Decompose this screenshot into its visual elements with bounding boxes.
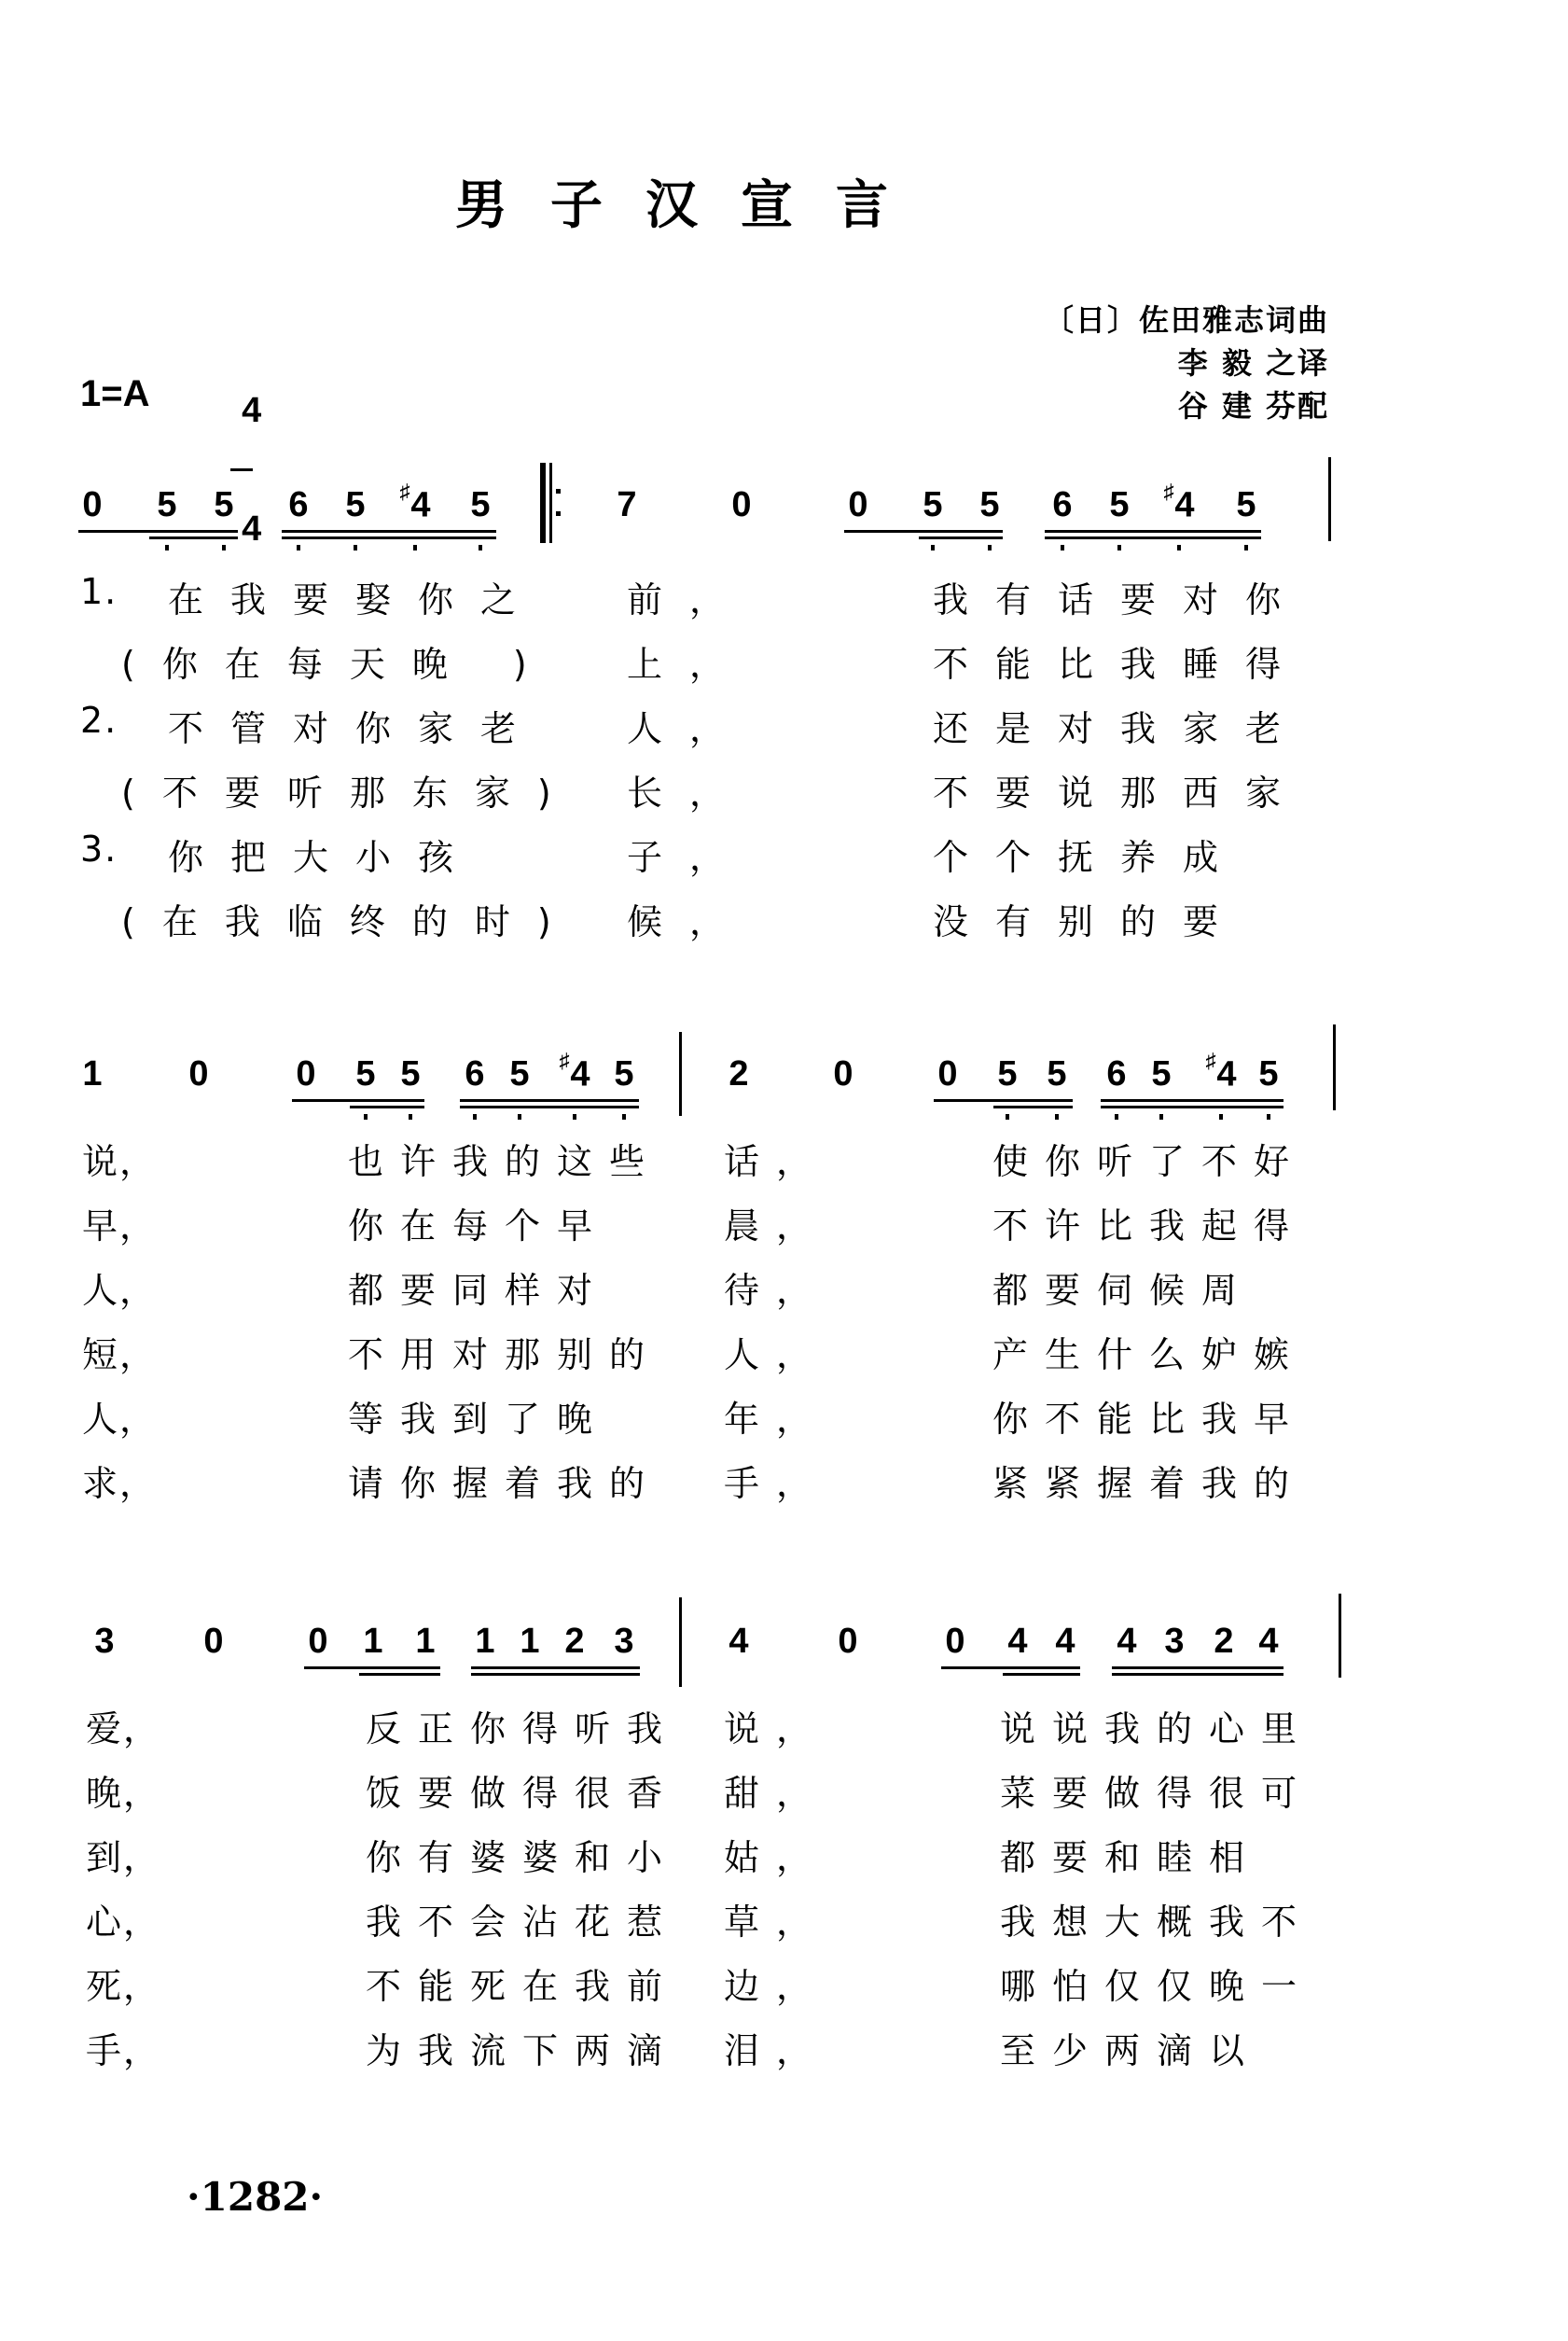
lyric-prefix: 晚，	[86, 1773, 161, 1814]
note: 0	[308, 1622, 328, 1661]
lyric-c: 没有别的要	[933, 901, 1246, 942]
sharp-sign: ♯	[399, 480, 410, 503]
note: 4	[1007, 1622, 1028, 1661]
barline	[1328, 457, 1331, 541]
note: 2	[564, 1622, 585, 1661]
octave-dot	[988, 545, 992, 550]
lyric-prefix: 3.	[80, 829, 118, 870]
barline	[679, 1032, 682, 1116]
credit-composer: 〔日〕佐田雅志词曲	[1043, 302, 1329, 338]
note: ♯4	[1205, 1049, 1237, 1094]
note: 0	[731, 485, 752, 524]
octave-dot	[1267, 1114, 1270, 1120]
beam-line	[1045, 536, 1261, 539]
lyric-a: 都要同样对	[348, 1270, 610, 1311]
repeat-dot	[556, 489, 561, 494]
note: 5	[1258, 1054, 1279, 1094]
beam-line	[934, 1099, 1073, 1102]
lyric-c: 还是对我家老	[933, 708, 1309, 749]
note: 5	[345, 485, 366, 524]
barline	[1339, 1594, 1341, 1678]
lyric-a: 你在每个早	[348, 1205, 610, 1247]
lyric-a: 也许我的这些	[348, 1141, 662, 1182]
lyric-a: 反正你得听我	[366, 1708, 680, 1749]
note: 3	[614, 1622, 634, 1661]
octave-dot	[1055, 1114, 1059, 1120]
note: 5	[614, 1054, 634, 1094]
lyric-prefix: 说，	[82, 1141, 158, 1182]
time-sig-bottom: 4	[242, 509, 262, 549]
octave-dot	[1115, 1114, 1118, 1120]
note: 0	[188, 1054, 209, 1094]
lyric-c: 我想大概我不	[1000, 1902, 1314, 1943]
lyric-b: 姑，	[724, 1837, 829, 1878]
note: 4	[1117, 1622, 1137, 1661]
note: ♯4	[399, 480, 431, 525]
octave-dot	[165, 545, 169, 550]
beam-line	[460, 1099, 639, 1102]
lyric-b: 前，	[627, 579, 753, 620]
lyric-prefix: 心，	[86, 1902, 161, 1943]
lyric-a: 不用对那别的	[348, 1334, 662, 1375]
octave-dot	[622, 1114, 626, 1120]
octave-dot	[1159, 1114, 1163, 1120]
lyric-prefix: 人，	[82, 1399, 158, 1440]
note: 5	[1047, 1054, 1067, 1094]
beam-line	[1101, 1106, 1284, 1108]
octave-dot	[409, 1114, 412, 1120]
octave-dot	[1177, 545, 1181, 550]
note: 0	[203, 1622, 224, 1661]
lyric-prefix: 早，	[82, 1205, 158, 1247]
note: 4	[728, 1622, 749, 1661]
beam-line	[1003, 1673, 1080, 1676]
sharp-sign: ♯	[559, 1049, 570, 1072]
lyric-prefix: 爱，	[86, 1708, 161, 1749]
lyric-a: (你在每天晚 )	[121, 644, 554, 685]
beam-line	[359, 1673, 440, 1676]
lyric-prefix: 求，	[82, 1463, 158, 1504]
lyric-b: 子，	[627, 837, 753, 878]
lyric-b: 候，	[627, 901, 753, 942]
lyric-b: 上，	[627, 644, 753, 685]
beam-line	[1045, 530, 1261, 533]
note: 4	[1055, 1622, 1075, 1661]
note: 0	[945, 1622, 965, 1661]
note: 3	[94, 1622, 115, 1661]
beam-line	[919, 536, 1003, 539]
lyric-a: 在我要娶你之	[168, 579, 544, 620]
lyric-prefix: 1.	[80, 571, 118, 612]
note: 5	[157, 485, 177, 524]
note: 5	[1236, 485, 1256, 524]
lyric-prefix: 人，	[82, 1270, 158, 1311]
octave-dot	[1061, 545, 1064, 550]
lyric-b: 边，	[724, 1966, 829, 2007]
lyric-a: 不能死在我前	[366, 1966, 680, 2007]
lyric-b: 人，	[627, 708, 753, 749]
note: 3	[1164, 1622, 1185, 1661]
note: 0	[848, 485, 868, 524]
lyric-prefix: 2.	[80, 700, 118, 741]
beam-line	[78, 530, 238, 533]
lyric-a: 你有婆婆和小	[366, 1837, 680, 1878]
lyric-a: 等我到了晚	[348, 1399, 610, 1440]
lyric-c: 你不能比我早	[992, 1399, 1307, 1440]
lyric-c: 都要伺候周	[992, 1270, 1255, 1311]
note: 0	[82, 485, 103, 524]
beam-line	[282, 536, 496, 539]
lyric-b: 甜，	[724, 1773, 829, 1814]
note: 5	[997, 1054, 1018, 1094]
octave-dot	[518, 1114, 521, 1120]
octave-dot	[364, 1114, 368, 1120]
note: 5	[1109, 485, 1130, 524]
note: 2	[728, 1054, 749, 1094]
lyric-b: 泪，	[724, 2030, 829, 2071]
note: 1	[520, 1622, 540, 1661]
note: 1	[475, 1622, 495, 1661]
note: ♯4	[1163, 480, 1195, 525]
lyric-b: 晨，	[724, 1205, 829, 1247]
note: 5	[1151, 1054, 1172, 1094]
lyric-a: 为我流下两滴	[366, 2030, 680, 2071]
lyric-a: 饭要做得很香	[366, 1773, 680, 1814]
beam-line	[149, 536, 238, 539]
lyric-a: 请你握着我的	[348, 1463, 662, 1504]
lyric-b: 手，	[724, 1463, 829, 1504]
note: 0	[296, 1054, 316, 1094]
lyric-a: (在我临终的时)	[121, 901, 578, 942]
lyric-a: 我不会沾花惹	[366, 1902, 680, 1943]
beam-line	[471, 1666, 640, 1669]
octave-dot	[297, 545, 300, 550]
note: 2	[1214, 1622, 1234, 1661]
beam-line	[1112, 1666, 1284, 1669]
beam-line	[304, 1666, 440, 1669]
octave-dot	[354, 545, 357, 550]
lyric-a: 你把大小孩	[168, 837, 520, 878]
song-title: 男子汉宣言	[455, 174, 931, 236]
octave-dot	[1006, 1114, 1009, 1120]
note: 5	[400, 1054, 421, 1094]
barline	[1333, 1024, 1336, 1110]
note: 5	[470, 485, 491, 524]
note: 5	[923, 485, 943, 524]
lyric-b: 话，	[724, 1141, 829, 1182]
note: 1	[82, 1054, 103, 1094]
beam-line	[350, 1106, 424, 1108]
beam-line	[471, 1673, 640, 1676]
sharp-sign: ♯	[1205, 1049, 1216, 1072]
lyric-b: 年，	[724, 1399, 829, 1440]
lyric-c: 使你听了不好	[992, 1141, 1307, 1182]
note: 6	[1106, 1054, 1127, 1094]
note: 0	[838, 1622, 858, 1661]
credit-translator: 李 毅 之译	[1177, 345, 1329, 381]
note: 5	[355, 1054, 376, 1094]
lyric-c: 紧紧握着我的	[992, 1463, 1307, 1504]
note: ♯4	[559, 1049, 590, 1094]
lyric-c: 至少两滴以	[1000, 2030, 1262, 2071]
lyric-c: 哪怕仅仅晚一	[1000, 1966, 1314, 2007]
lyric-b: 长，	[627, 773, 753, 814]
lyric-c: 我有话要对你	[933, 579, 1309, 620]
octave-dot	[222, 545, 226, 550]
note: 7	[617, 485, 637, 524]
time-sig-bar	[230, 468, 253, 471]
key-signature: 1=A	[80, 373, 150, 414]
note: 1	[363, 1622, 383, 1661]
lyric-prefix: 手，	[86, 2030, 161, 2071]
lyric-c: 不能比我睡得	[933, 644, 1309, 685]
lyric-prefix: 死，	[86, 1966, 161, 2007]
octave-dot	[479, 545, 482, 550]
octave-dot	[1219, 1114, 1223, 1120]
lyric-b: 人，	[724, 1334, 829, 1375]
note: 5	[979, 485, 1000, 524]
note: 5	[509, 1054, 530, 1094]
note: 4	[1258, 1622, 1279, 1661]
octave-dot	[1244, 545, 1248, 550]
lyric-b: 待，	[724, 1270, 829, 1311]
lyric-b: 说，	[724, 1708, 829, 1749]
beam-line	[993, 1106, 1073, 1108]
barline-thick	[540, 463, 546, 543]
note: 5	[214, 485, 234, 524]
lyric-c: 不要说那西家	[933, 773, 1309, 814]
beam-line	[1101, 1099, 1284, 1102]
lyric-c: 产生什么妒嫉	[992, 1334, 1307, 1375]
time-sig-top: 4	[242, 391, 262, 430]
octave-dot	[573, 1114, 576, 1120]
octave-dot	[1117, 545, 1121, 550]
lyric-c: 个个抚养成	[933, 837, 1246, 878]
page-number: ·1282·	[187, 2174, 324, 2220]
repeat-dot	[556, 511, 561, 516]
lyric-a: (不要听那东家)	[121, 773, 578, 814]
beam-line	[460, 1106, 639, 1108]
lyric-b: 草，	[724, 1902, 829, 1943]
lyric-a: 不管对你家老	[168, 708, 544, 749]
beam-line	[941, 1666, 1080, 1669]
credit-arranger: 谷 建 芬配	[1177, 388, 1329, 424]
note: 6	[288, 485, 309, 524]
lyric-prefix: 短，	[82, 1334, 158, 1375]
lyric-c: 不许比我起得	[992, 1205, 1307, 1247]
barline	[679, 1597, 682, 1687]
lyric-c: 菜要做得很可	[1000, 1773, 1314, 1814]
beam-line	[282, 530, 496, 533]
beam-line	[844, 530, 1003, 533]
note: 6	[1052, 485, 1073, 524]
beam-line	[1112, 1673, 1284, 1676]
note: 6	[465, 1054, 485, 1094]
octave-dot	[931, 545, 935, 550]
note: 1	[415, 1622, 436, 1661]
note: 0	[937, 1054, 958, 1094]
beam-line	[292, 1099, 424, 1102]
lyric-c: 说说我的心里	[1000, 1708, 1314, 1749]
barline	[549, 463, 552, 543]
octave-dot	[473, 1114, 477, 1120]
lyric-prefix: 到，	[86, 1837, 161, 1878]
lyric-c: 都要和睦相	[1000, 1837, 1262, 1878]
octave-dot	[413, 545, 417, 550]
sharp-sign: ♯	[1163, 480, 1174, 503]
note: 0	[833, 1054, 853, 1094]
